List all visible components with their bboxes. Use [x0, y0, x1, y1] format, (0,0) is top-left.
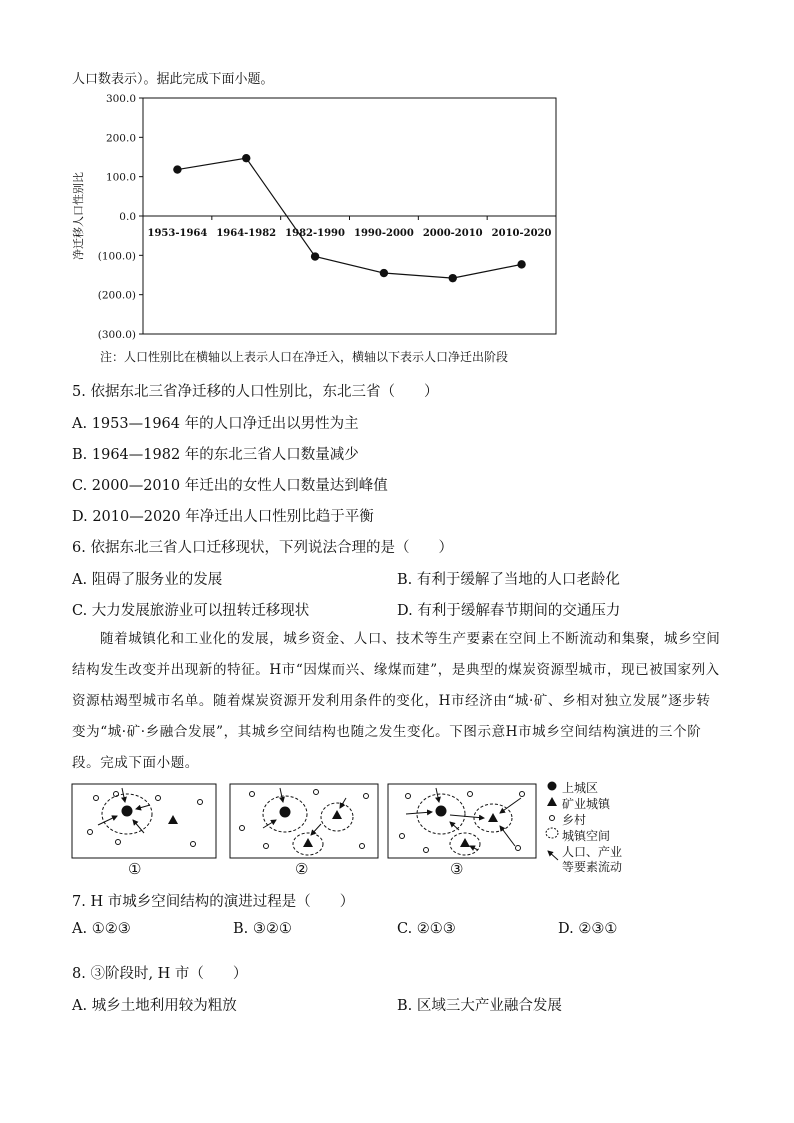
x-category-label: 1990-2000 [354, 228, 414, 239]
panel-label-2: ② [295, 860, 309, 878]
q7-option-a[interactable]: A. ①②③ [72, 921, 131, 937]
x-category-label: 2000-2010 [422, 228, 483, 239]
y-tick-label: 300.0 [105, 93, 136, 105]
diagram-legend-symbols [546, 782, 558, 861]
data-point-1964-1982 [242, 154, 250, 162]
q6-option-b[interactable]: B. 有利于缓解了当地的人口老龄化 [397, 572, 620, 588]
q7-stem: 7. H 市城乡空间结构的演进过程是（ ） [72, 894, 355, 910]
y-tick-label: (200.0) [97, 289, 136, 302]
legend-flow-symbol [548, 851, 558, 860]
x-category-label: 2010-2020 [491, 228, 552, 239]
data-point-1982-1990 [311, 252, 319, 260]
q5-option-c[interactable]: C. 2000—2010 年迁出的女性人口数量达到峰值 [72, 478, 388, 494]
q5-stem: 5. 依据东北三省净迁移的人口性别比，东北三省（ ） [72, 384, 439, 400]
intro-line: 人口数表示）。据此完成下面小题。 [72, 72, 274, 87]
y-tick-label: 0.0 [119, 211, 136, 223]
net-migration-sex-ratio-chart [68, 88, 568, 346]
legend-flow-label-2: 等要素流动 [562, 860, 623, 874]
panel-label-1: ① [128, 860, 142, 878]
q6-option-d[interactable]: D. 有利于缓解春节期间的交通压力 [397, 603, 621, 619]
legend-flow-label-1: 人口、产业 [562, 845, 623, 859]
q5-option-b[interactable]: B. 1964—1982 年的东北三省人口数量减少 [72, 447, 359, 463]
panel-label-3: ③ [450, 860, 464, 878]
legend-mining-symbol [547, 797, 557, 806]
panel-stage-1 [72, 784, 216, 858]
data-point-1953-1964 [173, 165, 181, 173]
reading-passage: 随着城镇化和工业化的发展，城乡资金、人口、技术等生产要素在空间上不断流动和集聚，城乡空间结构发生改变并出现新的特征。H市“因煤而兴、缘煤而建”，是典型的煤炭资源型城市，现已被国家列入资源枯竭型城市名单。随着煤炭资源开发利用条件的变化，H市经济由“城·矿、乡相对独立发展”逐步转变为“城·矿·乡融合发展”，其城乡空间结构也随之发生变化。下图示意H市城乡空间结构演进的三个阶段。完成下面小题。 [72, 631, 721, 771]
legend-city-symbol [548, 782, 557, 791]
panel-stage-3 [388, 784, 536, 858]
y-axis-label: 净迁移人口性别比 [72, 172, 85, 260]
legend-city-label: 上城区 [562, 781, 599, 795]
panel-stage-2 [230, 784, 378, 858]
data-point-1990-2000 [380, 269, 388, 277]
mining-town-icon [168, 815, 178, 824]
q8-option-a[interactable]: A. 城乡土地利用较为粗放 [72, 998, 237, 1014]
x-category-label: 1982-1990 [285, 228, 345, 239]
chart-note: 注：人口性别比在横轴以上表示人口在净迁入，横轴以下表示人口净迁出阶段 [100, 350, 509, 364]
q5-option-a[interactable]: A. 1953—1964 年的人口净迁出以男性为主 [72, 416, 359, 432]
y-tick-label: 100.0 [105, 171, 136, 184]
q8-option-b[interactable]: B. 区域三大产业融合发展 [397, 998, 562, 1014]
city-icon [122, 806, 133, 817]
q7-option-c[interactable]: C. ②①③ [397, 921, 456, 937]
q6-option-c[interactable]: C. 大力发展旅游业可以扭转迁移现状 [72, 603, 310, 619]
q6-stem: 6. 依据东北三省人口迁移现状，下列说法合理的是（ ） [72, 540, 453, 556]
x-category-label: 1964-1982 [216, 228, 277, 239]
y-tick-label: 200.0 [105, 132, 136, 145]
q8-stem: 8. ③阶段时, H 市（ ） [72, 966, 248, 982]
urban-rural-structure-diagram [70, 780, 630, 880]
x-category-label: 1953-1964 [147, 228, 208, 239]
legend-village-symbol [550, 816, 555, 821]
data-point-2000-2010 [449, 274, 457, 282]
q7-option-b[interactable]: B. ③②① [233, 921, 292, 937]
legend-urban-space-symbol [546, 828, 558, 838]
y-tick-label: (300.0) [97, 329, 136, 341]
legend-mining-label: 矿业城镇 [562, 797, 611, 811]
y-tick-label: (100.0) [97, 250, 136, 263]
legend-urban-space-label: 城镇空间 [562, 829, 611, 843]
data-point-2010-2020 [517, 260, 525, 268]
q5-option-d[interactable]: D. 2010—2020 年净迁出人口性别比趋于平衡 [72, 509, 374, 525]
legend-village-label: 乡村 [562, 813, 587, 827]
q6-option-a[interactable]: A. 阻碍了服务业的发展 [72, 572, 223, 588]
q7-option-d[interactable]: D. ②③① [558, 921, 618, 937]
